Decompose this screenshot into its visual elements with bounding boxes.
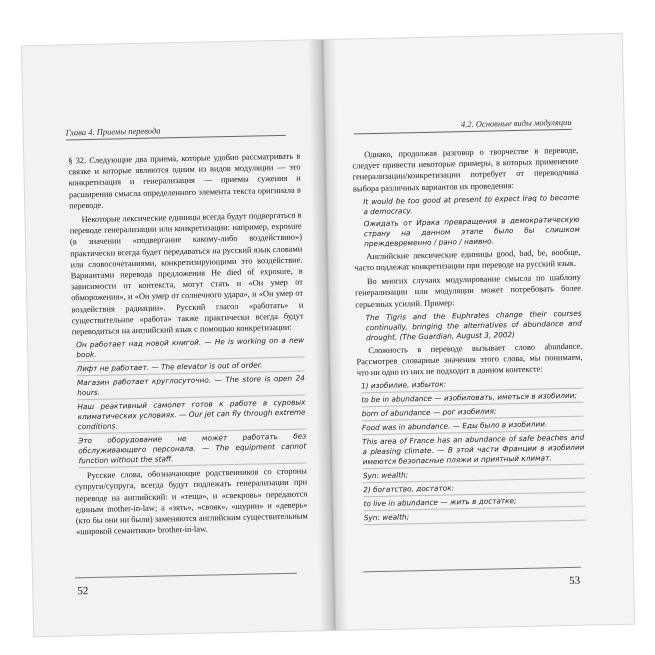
right-page-body	[352, 145, 586, 528]
left-page-number: 52	[77, 585, 89, 598]
example-line: Магазин работает круглосуточно. — The store is open 24 hours.	[77, 374, 305, 401]
left-paragraph-3: Русские слова, обозначающие родственников со стороны супруги/супруга, всегда будут подлежать генерализации при переводе на английский: и «теща», и «свекровь» передаются единым mother-in-law; а «зять», «свояк», «шурин» и «деверь» (кто бы они ни были) заменяются английским существительным «широкой семантики» brother-in-law.	[75, 466, 308, 537]
example-line: Наш реактивный самолет готов к работе в суровых климатических условиях. — Our jet can fly through extreme conditions.	[77, 398, 306, 435]
definition-line: Syn: wealth;	[364, 509, 586, 526]
quote-guardian: The Tigris and the Euphrates change their courses continually, bringing the alternatives of abundance and drought. (The Guardian, August 3, 2002)	[365, 308, 582, 343]
definition-line: This area of France has an abundance of safe beaches and a pleasing climate. — В этой части Франции в изобилии имеются безопасные пляжи и приятный климат.	[362, 433, 585, 470]
definition-line: to be in abundance — изобиловать, иметься в изобилии;	[361, 391, 583, 408]
definition-line: Food was in abundance. — Еды было в изобилии.	[362, 419, 584, 436]
right-paragraph-2: Английские лексические единицы good, bad, be, вообще, часто подлежат конкретизации при переводе на русский язык.	[354, 247, 581, 273]
example-line: Он работает над новой книгой. — He is working on a new book.	[76, 336, 304, 363]
right-page	[322, 34, 634, 630]
left-paragraph-1: § 32. Следующие два приема, которые удобно рассматривать в связке и которые являются одним из видов модуляции — это конкретизация и генерализация — приемы сужения и расширения смысла определенного элемента текста оригинала в переводе.	[68, 151, 302, 211]
example-english: It would be too good at present to expect Iraq to become a democracy.	[363, 192, 580, 217]
left-paragraph-2: Некоторые лексические единицы всегда будут подвергаться в переводе генерализации или конкретизации: например, exposure (в значении «подвергание какому-либо воздействию») практически всегда будет передаваться на русский язык словами или словосочетаниями, конкретизирующими это воздействие. Вариантами перевода предложения He died of exposure, в зависимости от контекста, могут стать и «Он умер от обморожения», и «Он умер от солнечного удара», и «Он умер от воздействия радиации». Русский глагол «работать» и существительное «работа» также практически всегда будут переводиться на английский язык с помощью конкретизации:	[69, 210, 304, 337]
right-page-number: 53	[569, 574, 581, 588]
right-footer-rule	[363, 567, 581, 573]
book-spread	[22, 34, 634, 636]
left-page-body	[68, 151, 308, 541]
definition-line: 2) богатство, достаток:	[363, 481, 585, 498]
example-line: Лифт не работает. — The elevator is out of order.	[77, 360, 305, 377]
right-running-header: 4.2. Основные виды модуляции	[354, 117, 572, 135]
definition-line: 1) изобилие, избыток:	[361, 377, 583, 394]
left-page	[22, 40, 334, 636]
definition-line: born of abundance — рог изобилия;	[362, 405, 584, 422]
right-paragraph-1: Однако, продолжая разговор о творчестве в переводе, следует привести некоторые примеры, в которых применение генерализации/конкретизации потребует от переводчика выбора различных вариантов их проведения:	[352, 145, 579, 194]
right-paragraph-3: Во многих случаях модулирование смысла по шаблону генерализации или модуляции может потребовать более серьезных усилий. Пример:	[355, 272, 582, 310]
example-russian: Ожидать от Ирака превращения в демократическую страну на данном этапе было бы слишком преждевременно / рано / наивно.	[363, 214, 580, 249]
left-footer-rule	[75, 573, 297, 579]
left-running-header: Глава 4. Приемы перевода	[66, 123, 286, 141]
definition-line: Syn: wealth;	[363, 467, 585, 484]
example-line: Это оборудование не может работать без обслуживающего персонала. — The equipment cannot function without the staff.	[78, 432, 307, 469]
definition-line: to live in abundance — жить в достатке;	[363, 495, 585, 512]
right-paragraph-4: Сложность в переводе вызывает слово abundance. Рассмотрев словарные значения этого слова, мы понимаем, что ни одно из них не подходит в данном контексте:	[356, 341, 583, 378]
